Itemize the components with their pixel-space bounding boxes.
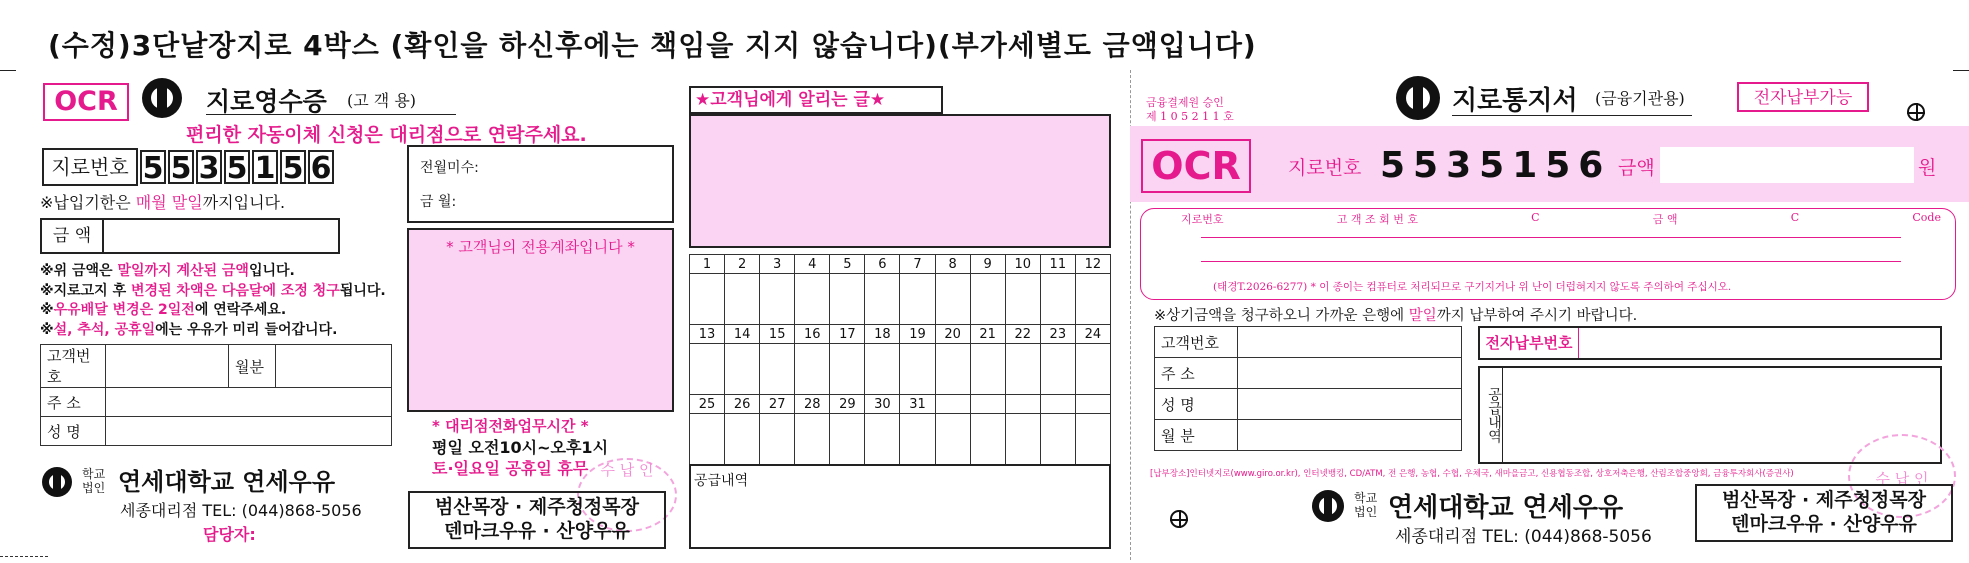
registration-mark-icon	[1907, 103, 1925, 121]
giro-digit: 6	[308, 150, 334, 184]
calendar-day: 19	[900, 325, 935, 344]
crop-mark	[0, 70, 16, 71]
school-name: 연세대학교 연세우유	[118, 468, 336, 496]
notice-title: ★고객님에게 알리는 글★	[695, 90, 886, 110]
page-title: (수정)3단낱장지로 4박스 (확인을 하신후에는 책임을 지지 않습니다)(부가세별도 금액입니다)	[48, 29, 1257, 62]
balance-box	[407, 145, 674, 223]
slip-customer-table	[1154, 326, 1462, 451]
hours-weekday: 평일 오전10시~오후1시	[432, 438, 609, 457]
calendar-day: 13	[690, 325, 725, 344]
due-date-notice: ※납입기한은 매월 말일까지입니다.	[40, 193, 286, 212]
calendar-day: 18	[865, 325, 900, 344]
registration-mark-icon	[1170, 510, 1188, 528]
name-label: 성 명	[41, 417, 106, 446]
calendar-day: 12	[1075, 255, 1110, 274]
handling-warning: (태경T.2026-6277) * 이 종이는 컴퓨터로 처리되므로 구기지거나 위 난이 더럽혀지지 않도록 주의하여 주십시오.	[1213, 281, 1732, 293]
giro-logo-icon	[1396, 76, 1440, 120]
auto-transfer-notice: 편리한 자동이체 신청은 대리점으로 연락주세요.	[186, 124, 587, 146]
calendar-day: 8	[935, 255, 970, 274]
calendar-day: 1	[690, 255, 725, 274]
branch-tel: 세종대리점 TEL: (044)868-5056	[120, 501, 362, 520]
supply-label: 공급내역	[694, 473, 749, 489]
calendar-day: 7	[900, 255, 935, 274]
code-line	[1201, 261, 1901, 262]
amount-label: 금 액	[42, 220, 104, 252]
code-line	[1201, 237, 1901, 238]
calendar-day: 31	[900, 395, 935, 414]
slip-month-value	[1238, 420, 1462, 451]
calendar-day: 2	[725, 255, 760, 274]
giro-digit: 5	[140, 150, 166, 184]
calendar-day: 5	[830, 255, 865, 274]
hours-title: * 대리점전화업무시간 *	[432, 417, 589, 435]
calendar-day: 15	[760, 325, 795, 344]
crop-mark	[1953, 70, 1969, 71]
month-value	[276, 345, 392, 388]
cut-line	[0, 556, 48, 557]
calendar-day: 11	[1040, 255, 1075, 274]
calendar-day: 27	[760, 395, 795, 414]
giro-digit: 5	[224, 150, 250, 184]
code-col: 금 액	[1652, 213, 1678, 226]
slip-month-label: 월 분	[1155, 420, 1238, 451]
receipt-customer-table	[40, 344, 392, 446]
giro-logo-icon	[142, 78, 182, 118]
calendar-day: 29	[830, 395, 865, 414]
receipt-heading: 지로영수증	[206, 87, 327, 116]
notice-title-box	[689, 86, 943, 114]
receipt-stamp: 수 납 인	[577, 458, 677, 532]
yonsei-emblem-icon	[1312, 490, 1344, 522]
slip-name-label: 성 명	[1155, 389, 1238, 420]
receipt-heading-sub: (고 객 용)	[347, 91, 417, 110]
slip-amount-field	[1660, 147, 1914, 183]
slip-customer-no-value	[1238, 327, 1462, 358]
yonsei-emblem-icon	[42, 467, 72, 497]
code-col: 지로번호	[1181, 213, 1224, 226]
slip-heading-sub: (금융기관용)	[1595, 89, 1685, 108]
ocr-badge: OCR	[43, 83, 129, 121]
note-line: ※설, 추석, 공휴일에는 우유가 미리 들어갑니다.	[40, 321, 338, 338]
slip-giro-number: 5535156	[1380, 145, 1612, 186]
prev-unpaid-label: 전월미수:	[420, 160, 479, 176]
calendar-day: 9	[970, 255, 1005, 274]
calendar-day: 23	[1040, 325, 1075, 344]
calendar-day: 26	[725, 395, 760, 414]
slip-amount-label: 금액	[1618, 157, 1655, 179]
approval-note: 금융결제원 승인 제 1 0 5 2 1 1 호	[1146, 96, 1234, 123]
note-line: ※우유배달 변경은 2일전에 연락주세요.	[40, 302, 287, 318]
customer-no-value	[106, 345, 229, 388]
calendar-day: 24	[1075, 325, 1110, 344]
brands-box: 범산목장 · 제주청정목장 덴마크우유 · 산양우유	[408, 491, 666, 549]
slip-heading: 지로통지서	[1452, 86, 1578, 116]
heading-underline	[1452, 115, 1692, 116]
code-col: C	[1790, 211, 1800, 224]
giro-digit: 5	[280, 150, 306, 184]
manager-label: 담당자:	[203, 525, 256, 544]
calendar-day: 14	[725, 325, 760, 344]
calendar-day: 22	[1005, 325, 1040, 344]
calendar-day: 16	[795, 325, 830, 344]
calendar-day: 4	[795, 255, 830, 274]
account-title: * 고객님의 전용계좌입니다 *	[446, 238, 635, 256]
heading-underline	[206, 114, 456, 115]
slip-customer-no-label: 고객번호	[1155, 327, 1238, 358]
slip-school-name: 연세대학교 연세우유	[1388, 493, 1624, 523]
giro-label-box	[42, 148, 138, 186]
hours-weekend: 토·일요일 공휴일 휴무	[432, 459, 589, 478]
slip-ocr-badge: OCR	[1141, 139, 1251, 193]
school-tag: 학교 법인	[82, 467, 106, 495]
amount-field	[40, 218, 340, 254]
code-col: Code	[1912, 211, 1941, 224]
note-line: ※지로고지 후 변경된 차액은 다음달에 조정 청구됩니다.	[40, 282, 386, 299]
slip-address-value	[1238, 358, 1462, 389]
giro-digit: 3	[196, 150, 222, 184]
calendar-day: 6	[865, 255, 900, 274]
calendar-day: 30	[865, 395, 900, 414]
calendar-day: 10	[1005, 255, 1040, 274]
calendar-day: 28	[795, 395, 830, 414]
notice-content	[689, 114, 1111, 248]
address-label: 주 소	[41, 388, 106, 417]
calendar-day: 3	[760, 255, 795, 274]
slip-stamp: 수 납 인	[1848, 434, 1956, 518]
calendar-day: 20	[935, 325, 970, 344]
note-line: ※위 금액은 말일까지 계산된 금액입니다.	[40, 263, 295, 279]
address-value	[106, 388, 392, 417]
calendar-grid	[689, 254, 1111, 465]
school-tag: 학교 법인	[1354, 491, 1378, 519]
code-col: 고 객 조 회 번 호	[1336, 213, 1418, 226]
month-label: 월분	[229, 345, 276, 388]
e-pay-number-label: 전자납부번호	[1480, 328, 1579, 358]
month-amount-label: 금 월:	[420, 194, 457, 210]
calendar-day: 25	[690, 395, 725, 414]
slip-brands-box: 범산목장 · 제주청정목장 덴마크우유 · 산양우유	[1695, 484, 1953, 542]
giro-label: 지로번호	[51, 155, 129, 179]
payment-request: ※상기금액을 청구하오니 가까운 은행에 말일까지 납부하여 주시기 바랍니다.	[1154, 308, 1638, 324]
slip-name-value	[1238, 389, 1462, 420]
slip-supply-label: 공급내역	[1480, 368, 1503, 462]
won-label: 원	[1918, 157, 1937, 179]
giro-number	[140, 150, 336, 184]
account-box	[407, 228, 674, 412]
customer-no-label: 고객번호	[41, 345, 106, 388]
supply-box	[689, 464, 1111, 549]
name-value	[106, 417, 392, 446]
ocr-code-area	[1140, 208, 1956, 300]
slip-branch-tel: 세종대리점 TEL: (044)868-5056	[1395, 527, 1652, 547]
code-col: C	[1531, 211, 1540, 224]
giro-digit: 5	[168, 150, 194, 184]
receipt-notes	[40, 262, 386, 340]
calendar-day: 21	[970, 325, 1005, 344]
giro-digit: 1	[252, 150, 278, 184]
e-pay-number-field	[1478, 326, 1942, 360]
code-columns	[1181, 211, 1941, 227]
calendar-day: 17	[830, 325, 865, 344]
slip-giro-label: 지로번호	[1288, 157, 1362, 179]
slip-address-label: 주 소	[1155, 358, 1238, 389]
e-pay-badge: 전자납부가능	[1737, 82, 1869, 112]
payment-places: [납부장소]인터넷지로(www.giro.or.kr), 인터넷뱅킹, CD/ATM, 전 은행, 농협, 수협, 우체국, 새마을금고, 신용협동조합, 상호저축은행, 산림조합중앙회, 금융투자회사(증권사)	[1150, 469, 1794, 479]
